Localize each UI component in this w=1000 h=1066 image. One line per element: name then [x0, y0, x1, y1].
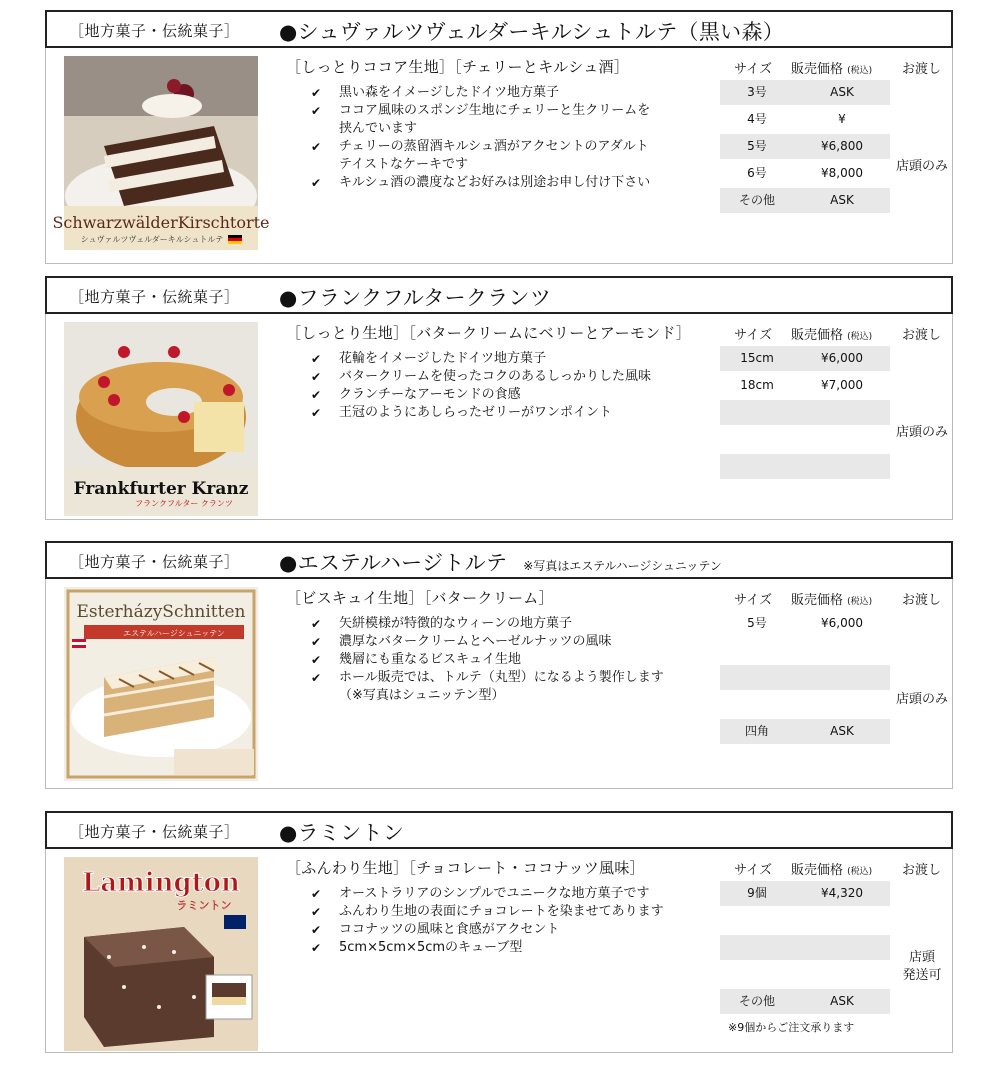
check-icon: ✔	[311, 923, 322, 937]
feature-list	[311, 615, 664, 705]
card-body	[45, 314, 953, 520]
photo-caption-main: EsterházySchnitten	[76, 602, 246, 622]
check-icon: ✔	[311, 388, 322, 402]
feature-item: ✔ 黒い森をイメージしたドイツ地方菓子	[311, 85, 559, 100]
card-body	[45, 849, 953, 1053]
size-cell: 四角	[720, 719, 794, 744]
size-cell: 15cm	[720, 346, 794, 371]
price-cell: ¥	[838, 112, 846, 126]
category-label: ［地方菓子・伝統菓子］	[69, 288, 240, 306]
size-cell	[720, 665, 794, 690]
photo-caption-main: Frankfurter Kranz	[73, 479, 249, 499]
price-cell	[794, 427, 890, 452]
card-header	[45, 10, 953, 48]
handover-header: お渡し	[902, 62, 942, 77]
check-icon: ✔	[311, 941, 322, 955]
feature-list	[311, 84, 650, 192]
size-cell: 5号	[747, 616, 767, 630]
size-cell	[720, 454, 794, 479]
feature-item: ✔ 5cm×5cm×5cmのキューブ型	[311, 940, 523, 955]
photo-caption-sub: シュヴァルツヴェルダーキルシュトルテ	[80, 235, 224, 244]
size-header: サイズ	[734, 62, 772, 77]
check-icon: ✔	[311, 86, 322, 100]
check-icon: ✔	[311, 617, 322, 631]
category-label: ［地方菓子・伝統菓子］	[69, 823, 240, 841]
photo-caption-sub: エステルハージシュニッテン	[123, 629, 225, 638]
price-cell: ¥4,320	[794, 881, 890, 906]
price-cell: ¥6,000	[821, 616, 863, 630]
size-cell: その他	[720, 989, 794, 1014]
price-cell	[794, 400, 890, 425]
product-photo	[64, 587, 258, 781]
feature-item: ✔ ココナッツの風味と食感がアクセント	[311, 922, 560, 937]
check-icon: ✔	[311, 887, 322, 901]
price-cell	[794, 935, 890, 960]
product-subtitle: ［ふんわり生地］［チョコレート・ココナッツ風味］	[286, 859, 645, 877]
category-label: ［地方菓子・伝統菓子］	[69, 553, 240, 571]
size-cell	[720, 400, 794, 425]
order-footnote: ※9個からご注文承ります	[728, 1021, 855, 1034]
feature-item: ✔ キルシュ酒の濃度などお好みは別途お申し付け下さい	[311, 175, 651, 190]
check-icon: ✔	[311, 406, 322, 420]
product-title: ●ラミントン	[279, 821, 405, 845]
photo-caption-sub: フランクフルター クランツ	[135, 499, 233, 508]
check-icon: ✔	[311, 140, 322, 154]
price-cell	[794, 638, 890, 663]
size-cell: 6号	[747, 166, 767, 180]
product-subtitle: ［しっとりココア生地］［チェリーとキルシュ酒］	[286, 58, 630, 76]
price-header: 販売価格 (税込)	[791, 863, 873, 878]
category-label: ［地方菓子・伝統菓子］	[69, 22, 240, 40]
handover-header: お渡し	[902, 593, 942, 608]
photo-caption-sub: ラミントン	[176, 899, 232, 912]
size-cell	[720, 908, 794, 933]
handover-header: お渡し	[902, 863, 942, 878]
check-icon: ✔	[311, 370, 322, 384]
handover-header: お渡し	[902, 328, 942, 343]
feature-item: ✔ クランチーなアーモンドの食感	[311, 387, 521, 402]
title-note: ※写真はエステルハージシュニッテン	[523, 559, 722, 573]
price-header: 販売価格 (税込)	[791, 62, 873, 77]
price-cell	[794, 665, 890, 690]
price-cell	[794, 962, 890, 987]
size-cell	[720, 935, 794, 960]
check-icon: ✔	[311, 635, 322, 649]
handover-value: 店頭のみ	[895, 425, 948, 440]
feature-item: ✔ チェリーの蒸留酒キルシュ酒がアクセントのアダルト テイストなケーキです	[311, 139, 649, 172]
check-icon: ✔	[311, 653, 322, 667]
product-title: ●フランクフルタークランツ	[279, 286, 552, 310]
size-cell: 5号	[720, 134, 794, 159]
price-cell: ¥7,000	[821, 378, 863, 392]
price-cell	[794, 908, 890, 933]
feature-item: ✔ 濃厚なバタークリームとヘーゼルナッツの風味	[311, 634, 612, 649]
check-icon: ✔	[311, 905, 322, 919]
feature-item: ✔ 幾層にも重なるビスキュイ生地	[311, 652, 522, 667]
product-subtitle: ［ビスキュイ生地］［バタークリーム］	[286, 589, 554, 607]
size-cell	[720, 638, 794, 663]
feature-list	[311, 885, 664, 957]
size-cell	[720, 962, 794, 987]
feature-item: ✔ 矢絣模様が特徴的なウィーンの地方菓子	[311, 616, 572, 631]
card-body	[45, 48, 953, 264]
card-header	[45, 276, 953, 314]
check-icon: ✔	[311, 352, 322, 366]
feature-item: ✔ ホール販売では、トルテ（丸型）になるよう製作します （※写真はシュニッテン型）	[311, 670, 664, 703]
price-cell: ASK	[794, 188, 890, 213]
size-cell: 4号	[747, 112, 767, 126]
product-photo	[64, 857, 258, 1051]
product-photo	[64, 322, 258, 516]
size-cell: 3号	[720, 80, 794, 105]
size-cell	[720, 427, 794, 452]
feature-item: ✔ 花輪をイメージしたドイツ地方菓子	[311, 351, 546, 366]
product-photo	[52, 56, 270, 250]
handover-value: 店頭のみ	[895, 692, 948, 707]
feature-item: ✔ バタークリームを使ったコクのあるしっかりした風味	[311, 369, 652, 384]
card-header	[45, 811, 953, 849]
size-cell: 9個	[720, 881, 794, 906]
card-body	[45, 579, 953, 789]
photo-caption-main: SchwarzwälderKirschtorte	[52, 213, 270, 232]
feature-item: ✔ 王冠のようにあしらったゼリーがワンポイント	[311, 405, 613, 420]
handover-value: 店頭 発送可	[902, 950, 942, 983]
size-cell: 18cm	[740, 378, 774, 392]
price-cell	[794, 454, 890, 479]
check-icon: ✔	[311, 104, 322, 118]
check-icon: ✔	[311, 176, 322, 190]
photo-caption-main: Lamington	[82, 868, 240, 898]
size-cell	[720, 692, 794, 717]
card-header	[45, 541, 953, 579]
price-cell: ¥6,000	[794, 346, 890, 371]
feature-list	[311, 350, 651, 422]
size-header: サイズ	[734, 328, 772, 343]
price-cell: ¥8,000	[821, 166, 863, 180]
product-title: ●エステルハージトルテ ※写真はエステルハージシュニッテン	[279, 551, 722, 575]
price-cell: ¥6,800	[794, 134, 890, 159]
size-header: サイズ	[734, 863, 772, 878]
size-cell: その他	[720, 188, 794, 213]
product-subtitle: ［しっとり生地］［バタークリームにベリーとアーモンド］	[286, 324, 692, 342]
handover-value: 店頭のみ	[895, 159, 948, 174]
product-title: ●シュヴァルツヴェルダーキルシュトルテ（黒い森）	[279, 20, 785, 44]
feature-item: ✔ ココア風味のスポンジ生地にチェリーと生クリームを 挟んでいます	[311, 103, 651, 136]
price-cell: ASK	[794, 80, 890, 105]
price-cell: ASK	[794, 719, 890, 744]
price-header: 販売価格 (税込)	[791, 593, 873, 608]
size-header: サイズ	[734, 593, 772, 608]
check-icon: ✔	[311, 671, 322, 685]
price-header: 販売価格 (税込)	[791, 328, 873, 343]
price-cell: ASK	[794, 989, 890, 1014]
price-cell	[794, 692, 890, 717]
feature-item: ✔ オーストラリアのシンプルでユニークな地方菓子です	[311, 886, 650, 901]
feature-item: ✔ ふんわり生地の表面にチョコレートを染ませてあります	[311, 904, 664, 919]
